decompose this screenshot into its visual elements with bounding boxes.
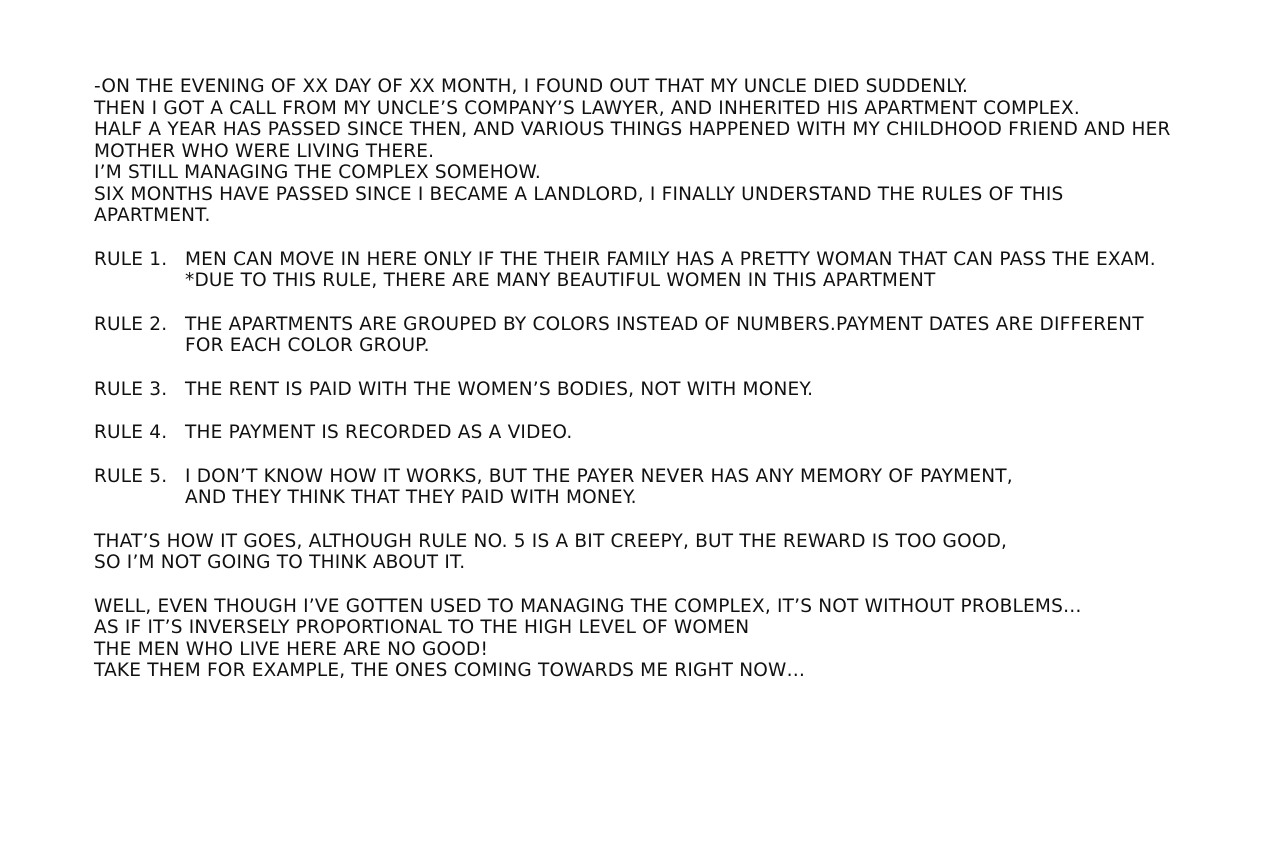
rule-label: RULE 2. bbox=[94, 313, 168, 335]
paragraph-gap bbox=[94, 292, 1264, 314]
intro-line: MOTHER WHO WERE LIVING THERE. bbox=[94, 140, 435, 162]
rule-2 bbox=[94, 314, 1264, 357]
rule-label: RULE 3. bbox=[94, 378, 168, 400]
rule-text: THE APARTMENTS ARE GROUPED BY COLORS INSTEAD OF NUMBERS.PAYMENT DATES ARE DIFFERENT bbox=[185, 313, 1144, 335]
rule-text-continued: FOR EACH COLOR GROUP. bbox=[185, 335, 430, 356]
rule-text: THE PAYMENT IS RECORDED AS A VIDEO. bbox=[185, 422, 573, 443]
intro-line: THEN I GOT A CALL FROM MY UNCLE’S COMPANY’S LAWYER, AND INHERITED HIS APARTMENT COMPLEX. bbox=[94, 97, 1080, 119]
rule-note: *DUE TO THIS RULE, THERE ARE MANY BEAUTIFUL WOMEN IN THIS APARTMENT bbox=[185, 270, 936, 291]
closing-line: THAT’S HOW IT GOES, ALTHOUGH RULE NO. 5 IS A BIT CREEPY, BUT THE REWARD IS TOO GOOD, bbox=[94, 530, 1008, 552]
intro-paragraph bbox=[94, 76, 1264, 227]
paragraph-gap bbox=[94, 400, 1264, 422]
intro-line: APARTMENT. bbox=[94, 205, 211, 226]
ending-paragraph bbox=[94, 596, 1264, 682]
rule-text: MEN CAN MOVE IN HERE ONLY IF THE THEIR FAMILY HAS A PRETTY WOMAN THAT CAN PASS THE EXAM. bbox=[185, 248, 1156, 270]
rule-4 bbox=[94, 422, 1264, 444]
paragraph-gap bbox=[94, 509, 1264, 531]
intro-line: -ON THE EVENING OF XX DAY OF XX MONTH, I FOUND OUT THAT MY UNCLE DIED SUDDENLY. bbox=[94, 76, 969, 97]
rule-label: RULE 1. bbox=[94, 248, 168, 270]
rule-3 bbox=[94, 379, 1264, 401]
intro-line: I’M STILL MANAGING THE COMPLEX SOMEHOW. bbox=[94, 162, 542, 183]
ending-line: TAKE THEM FOR EXAMPLE, THE ONES COMING TOWARDS ME RIGHT NOW… bbox=[94, 660, 806, 681]
rule-label: RULE 4. bbox=[94, 422, 168, 443]
paragraph-gap bbox=[94, 574, 1264, 596]
intro-line: HALF A YEAR HAS PASSED SINCE THEN, AND VARIOUS THINGS HAPPENED WITH MY CHILDHOOD FRIEND AND HER bbox=[94, 119, 1171, 140]
ending-line: WELL, EVEN THOUGH I’VE GOTTEN USED TO MANAGING THE COMPLEX, IT’S NOT WITHOUT PROBLEMS… bbox=[94, 595, 1082, 617]
rule-5 bbox=[94, 466, 1264, 509]
paragraph-gap bbox=[94, 444, 1264, 466]
rule-text-continued: AND THEY THINK THAT THEY PAID WITH MONEY. bbox=[185, 487, 637, 508]
text-page bbox=[94, 76, 1264, 682]
ending-line: AS IF IT’S INVERSELY PROPORTIONAL TO THE HIGH LEVEL OF WOMEN bbox=[94, 617, 750, 638]
paragraph-gap bbox=[94, 227, 1264, 249]
paragraph-gap bbox=[94, 357, 1264, 379]
rule-label: RULE 5. bbox=[94, 465, 168, 487]
closing-line: SO I’M NOT GOING TO THINK ABOUT IT. bbox=[94, 552, 466, 573]
intro-line: SIX MONTHS HAVE PASSED SINCE I BECAME A LANDLORD, I FINALLY UNDERSTAND THE RULES OF THIS bbox=[94, 183, 1064, 205]
rule-text: THE RENT IS PAID WITH THE WOMEN’S BODIES, NOT WITH MONEY. bbox=[185, 378, 814, 400]
rule-1 bbox=[94, 249, 1264, 292]
rule-text: I DON’T KNOW HOW IT WORKS, BUT THE PAYER NEVER HAS ANY MEMORY OF PAYMENT, bbox=[185, 465, 1013, 487]
closing-paragraph bbox=[94, 531, 1264, 574]
ending-line: THE MEN WHO LIVE HERE ARE NO GOOD! bbox=[94, 638, 489, 660]
